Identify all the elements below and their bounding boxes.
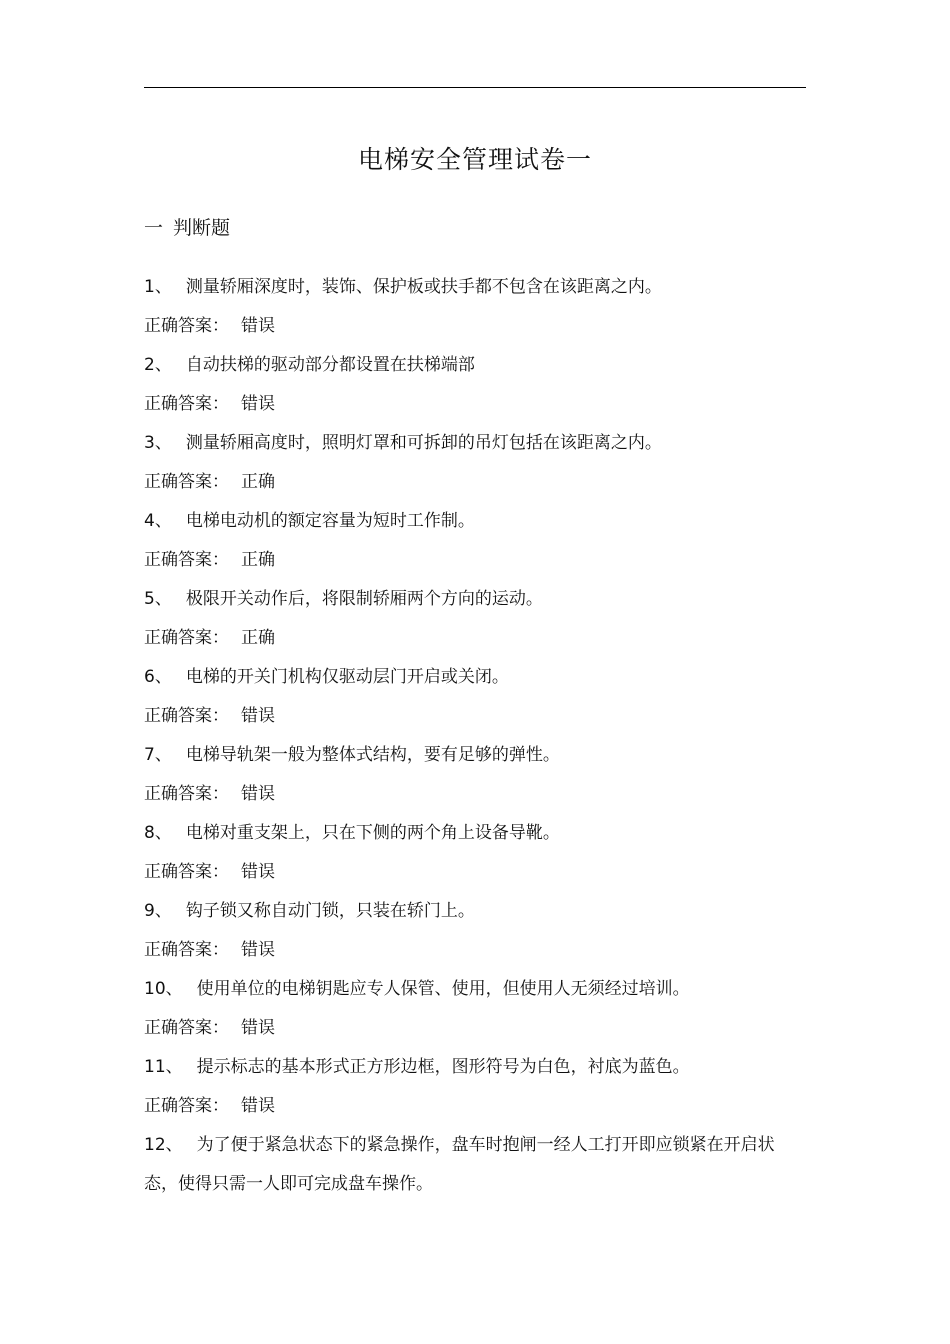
section-number: 一 bbox=[144, 217, 164, 239]
answer-label: 正确答案： bbox=[144, 628, 229, 648]
answer-line bbox=[144, 463, 806, 502]
answer-line bbox=[144, 931, 806, 970]
question-text: 电梯电动机的额定容量为短时工作制。 bbox=[185, 511, 475, 531]
question-number: 3、 bbox=[144, 433, 172, 453]
question-list bbox=[144, 268, 806, 1204]
answer-label: 正确答案： bbox=[144, 316, 229, 336]
question-text: 极限开关动作后，将限制轿厢两个方向的运动。 bbox=[185, 589, 543, 609]
question-text: 自动扶梯的驱动部分都设置在扶梯端部 bbox=[185, 355, 475, 375]
answer-line bbox=[144, 1009, 806, 1048]
answer-label: 正确答案： bbox=[144, 706, 229, 726]
question-item bbox=[144, 346, 806, 385]
section-heading bbox=[144, 212, 230, 244]
question-text: 测量轿厢高度时，照明灯罩和可拆卸的吊灯包括在该距离之内。 bbox=[185, 433, 662, 453]
question-text: 钩子锁又称自动门锁，只装在轿门上。 bbox=[185, 901, 475, 921]
question-number: 10、 bbox=[144, 979, 183, 999]
answer-line bbox=[144, 385, 806, 424]
answer-label: 正确答案： bbox=[144, 1096, 229, 1116]
question-number: 1、 bbox=[144, 277, 172, 297]
answer-value: 正确 bbox=[241, 628, 275, 648]
answer-value: 正确 bbox=[241, 472, 275, 492]
answer-line bbox=[144, 775, 806, 814]
question-item bbox=[144, 814, 806, 853]
question-text: 电梯的开关门机构仅驱动层门开启或关闭。 bbox=[185, 667, 509, 687]
question-text: 测量轿厢深度时，装饰、保护板或扶手都不包含在该距离之内。 bbox=[185, 277, 662, 297]
answer-value: 错误 bbox=[241, 862, 275, 882]
answer-value: 正确 bbox=[241, 550, 275, 570]
question-item bbox=[144, 1048, 806, 1087]
answer-line bbox=[144, 307, 806, 346]
question-number: 9、 bbox=[144, 901, 172, 921]
question-number: 8、 bbox=[144, 823, 172, 843]
question-number: 5、 bbox=[144, 589, 172, 609]
question-number: 6、 bbox=[144, 667, 172, 687]
answer-value: 错误 bbox=[241, 784, 275, 804]
answer-value: 错误 bbox=[241, 940, 275, 960]
answer-label: 正确答案： bbox=[144, 394, 229, 414]
answer-line bbox=[144, 853, 806, 892]
question-number: 4、 bbox=[144, 511, 172, 531]
question-item bbox=[144, 736, 806, 775]
question-number: 11、 bbox=[144, 1057, 183, 1077]
question-item bbox=[144, 970, 806, 1009]
question-item bbox=[144, 502, 806, 541]
question-item bbox=[144, 892, 806, 931]
answer-line bbox=[144, 1087, 806, 1126]
answer-value: 错误 bbox=[241, 1018, 275, 1038]
answer-value: 错误 bbox=[241, 394, 275, 414]
question-item bbox=[144, 424, 806, 463]
question-item bbox=[144, 658, 806, 697]
question-text: 使用单位的电梯钥匙应专人保管、使用，但使用人无须经过培训。 bbox=[196, 979, 690, 999]
answer-line bbox=[144, 619, 806, 658]
answer-value: 错误 bbox=[241, 316, 275, 336]
answer-label: 正确答案： bbox=[144, 784, 229, 804]
question-item bbox=[144, 268, 806, 307]
question-text: 电梯对重支架上，只在下侧的两个角上设备导靴。 bbox=[185, 823, 560, 843]
answer-label: 正确答案： bbox=[144, 550, 229, 570]
answer-label: 正确答案： bbox=[144, 940, 229, 960]
question-number: 12、 bbox=[144, 1135, 183, 1155]
question-item bbox=[144, 580, 806, 619]
section-title: 判断题 bbox=[173, 217, 231, 239]
answer-line bbox=[144, 541, 806, 580]
answer-label: 正确答案： bbox=[144, 1018, 229, 1038]
answer-label: 正确答案： bbox=[144, 862, 229, 882]
answer-value: 错误 bbox=[241, 1096, 275, 1116]
answer-line bbox=[144, 697, 806, 736]
page-title: 电梯安全管理试卷一 bbox=[357, 145, 592, 174]
question-text: 提示标志的基本形式正方形边框，图形符号为白色，衬底为蓝色。 bbox=[196, 1057, 690, 1077]
question-number: 7、 bbox=[144, 745, 172, 765]
header-rule bbox=[144, 87, 806, 88]
question-text: 为了便于紧急状态下的紧急操作，盘车时抱闸一经人工打开即应锁紧在开启状态，使得只需一人即可完成盘车操作。 bbox=[144, 1135, 775, 1194]
question-text: 电梯导轨架一般为整体式结构，要有足够的弹性。 bbox=[185, 745, 560, 765]
question-number: 2、 bbox=[144, 355, 172, 375]
answer-value: 错误 bbox=[241, 706, 275, 726]
question-item bbox=[144, 1126, 806, 1204]
answer-label: 正确答案： bbox=[144, 472, 229, 492]
